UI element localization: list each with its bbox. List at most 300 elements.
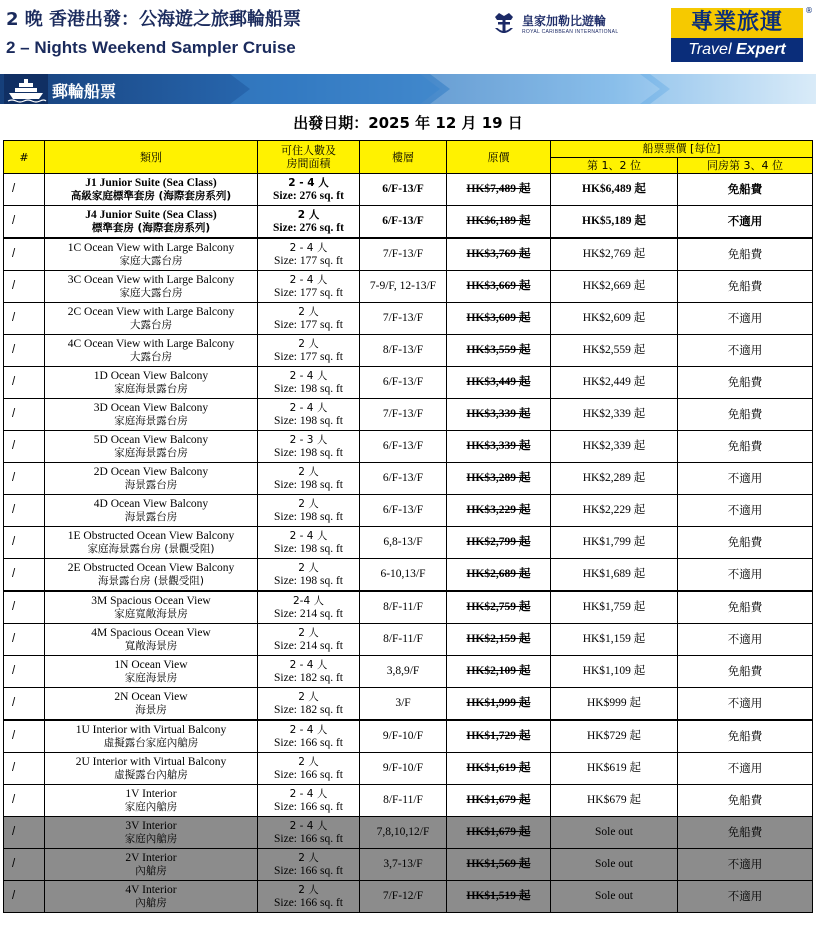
row-original-price: HK$3,289 起 [447, 463, 551, 495]
row-deck: 6/F-13/F [360, 495, 447, 527]
row-capacity [258, 271, 360, 303]
row-num: / [4, 559, 45, 592]
row-deck: 7/F-12/F [360, 881, 447, 913]
banner-label: 郵輪船票 [52, 82, 117, 101]
guest-count: 2 人 [298, 305, 319, 318]
row-deck: 8/F-11/F [360, 785, 447, 817]
cabin-size: Size: 198 sq. ft [274, 478, 343, 491]
row-category [45, 559, 258, 592]
cabin-name-cn: 寬敞海景房 [124, 639, 178, 652]
travel-expert-en-2: Expert [735, 41, 786, 58]
guest-count: 2 - 4 人 [289, 401, 328, 414]
guest-count: 2 人 [297, 208, 320, 221]
row-capacity [258, 849, 360, 881]
table-row [4, 624, 813, 656]
travel-expert-logo [671, 6, 813, 62]
row-original-price: HK$3,449 起 [447, 367, 551, 399]
travel-expert-en [671, 38, 803, 62]
cabin-name-cn: 家庭內艙房 [124, 832, 178, 845]
row-third-guest: 免船費 [678, 817, 813, 849]
cabin-name-cn: 家庭內艙房 [124, 800, 178, 813]
row-third-guest: 免船費 [678, 431, 813, 463]
page-title: 2 晚 香港出發：公海遊之旅郵輪船票 [6, 9, 302, 30]
cabin-size: Size: 182 sq. ft [274, 703, 343, 716]
cabin-name-en: J4 Junior Suite (Sea Class) [85, 208, 217, 221]
row-third-guest: 不適用 [678, 335, 813, 367]
row-category [45, 238, 258, 271]
cabin-name-cn: 標準套房 (海際套房系列) [91, 221, 211, 234]
cabin-name-en: 2N Ocean View [114, 690, 188, 703]
row-fare: HK$1,159 起 [551, 624, 678, 656]
row-original-price: HK$7,489 起 [447, 174, 551, 206]
table-row [4, 785, 813, 817]
cabin-name-en: 3C Ocean View with Large Balcony [67, 273, 235, 286]
royal-caribbean-name-en: ROYAL CARIBBEAN INTERNATIONAL [522, 29, 619, 35]
header-capacity [258, 141, 360, 174]
cabin-name-cn: 家庭海景房 [124, 671, 178, 684]
header-fare-12: 第 1、2 位 [551, 157, 678, 174]
row-original-price: HK$1,519 起 [447, 881, 551, 913]
row-deck: 8/F-11/F [360, 624, 447, 656]
cabin-name-cn: 家庭大露台房 [119, 286, 183, 299]
royal-caribbean-logo [490, 10, 640, 40]
row-third-guest: 免船費 [678, 399, 813, 431]
cabin-size: Size: 214 sq. ft [274, 607, 343, 620]
cabin-size: Size: 276 sq. ft [273, 189, 344, 202]
cabin-name-en: 2E Obstructed Ocean View Balcony [67, 561, 235, 574]
row-category [45, 785, 258, 817]
cabin-size: Size: 198 sq. ft [274, 382, 343, 395]
cabin-size: Size: 198 sq. ft [274, 542, 343, 555]
fare-table [3, 140, 813, 913]
row-capacity [258, 206, 360, 239]
row-deck: 3/F [360, 688, 447, 721]
row-category [45, 495, 258, 527]
row-num: / [4, 303, 45, 335]
row-third-guest: 免船費 [678, 527, 813, 559]
table-row [4, 881, 813, 913]
row-category [45, 527, 258, 559]
row-category [45, 881, 258, 913]
row-capacity [258, 174, 360, 206]
cabin-name-cn: 家庭海景露台房 [114, 446, 188, 459]
row-category [45, 271, 258, 303]
row-fare: Sole out [551, 817, 678, 849]
row-category [45, 849, 258, 881]
royal-caribbean-name: 皇家加勒比遊輪 [522, 14, 607, 28]
row-capacity [258, 431, 360, 463]
cabin-size: Size: 166 sq. ft [274, 800, 343, 813]
row-capacity [258, 559, 360, 592]
guest-count: 2 - 4 人 [289, 787, 328, 800]
row-category [45, 367, 258, 399]
cabin-size: Size: 198 sq. ft [274, 446, 343, 459]
table-row [4, 849, 813, 881]
header-capacity-line2: 房間面積 [286, 157, 331, 170]
row-fare: Sole out [551, 849, 678, 881]
cabin-size: Size: 198 sq. ft [274, 574, 343, 587]
row-num: / [4, 431, 45, 463]
row-capacity [258, 399, 360, 431]
row-third-guest: 免船費 [678, 785, 813, 817]
row-deck: 7/F-13/F [360, 303, 447, 335]
cabin-name-en: 2V Interior [125, 851, 177, 864]
cabin-name-cn: 家庭海景露台房 [114, 414, 188, 427]
row-deck: 6,8-13/F [360, 527, 447, 559]
row-fare: HK$619 起 [551, 753, 678, 785]
row-original-price: HK$6,189 起 [447, 206, 551, 239]
row-original-price: HK$2,159 起 [447, 624, 551, 656]
row-fare: HK$2,339 起 [551, 399, 678, 431]
cabin-name-en: 1U Interior with Virtual Balcony [75, 723, 227, 736]
table-row [4, 817, 813, 849]
row-fare: HK$2,669 起 [551, 271, 678, 303]
row-num: / [4, 881, 45, 913]
cabin-name-cn: 家庭海景露台房 (景觀受阻) [87, 542, 215, 555]
row-original-price: HK$2,759 起 [447, 591, 551, 624]
guest-count: 2 人 [298, 561, 319, 574]
guest-count: 2 - 4 人 [289, 273, 328, 286]
guest-count: 2-4 人 [293, 594, 324, 607]
row-num: / [4, 206, 45, 239]
guest-count: 2 - 3 人 [289, 433, 328, 446]
guest-count: 2 - 4 人 [289, 658, 328, 671]
row-fare: HK$679 起 [551, 785, 678, 817]
row-original-price: HK$3,229 起 [447, 495, 551, 527]
row-capacity [258, 785, 360, 817]
table-row [4, 399, 813, 431]
row-fare: HK$2,559 起 [551, 335, 678, 367]
row-third-guest: 免船費 [678, 271, 813, 303]
row-category [45, 303, 258, 335]
row-category [45, 624, 258, 656]
cabin-size: Size: 166 sq. ft [274, 864, 343, 877]
row-capacity [258, 303, 360, 335]
cabin-name-cn: 海景露台房 [124, 510, 178, 523]
header-fare-group: 船票票價 [每位] [551, 141, 813, 158]
table-row [4, 495, 813, 527]
row-deck: 6/F-13/F [360, 174, 447, 206]
banner-background [0, 72, 816, 106]
cabin-name-cn: 虛擬露台家庭內艙房 [103, 736, 199, 749]
row-fare: HK$1,799 起 [551, 527, 678, 559]
table-row [4, 238, 813, 271]
row-fare: HK$2,229 起 [551, 495, 678, 527]
row-category [45, 591, 258, 624]
guest-count: 2 人 [298, 851, 319, 864]
guest-count: 2 人 [298, 755, 319, 768]
table-row [4, 367, 813, 399]
row-num: / [4, 591, 45, 624]
table-row [4, 753, 813, 785]
row-deck: 9/F-10/F [360, 753, 447, 785]
row-fare: HK$1,689 起 [551, 559, 678, 592]
row-capacity [258, 817, 360, 849]
guest-count: 2 - 4 人 [289, 723, 328, 736]
row-num: / [4, 720, 45, 753]
row-third-guest: 免船費 [678, 720, 813, 753]
cabin-name-cn: 大露台房 [130, 318, 172, 331]
row-third-guest: 免船費 [678, 591, 813, 624]
table-row [4, 431, 813, 463]
row-original-price: HK$1,729 起 [447, 720, 551, 753]
table-row [4, 271, 813, 303]
row-deck: 8/F-11/F [360, 591, 447, 624]
row-third-guest: 不適用 [678, 688, 813, 721]
row-original-price: HK$1,999 起 [447, 688, 551, 721]
row-fare: HK$2,449 起 [551, 367, 678, 399]
row-original-price: HK$3,339 起 [447, 399, 551, 431]
departure-date: 出發日期：2025 年 12 月 19 日 [293, 114, 523, 132]
cabin-size: Size: 177 sq. ft [274, 350, 343, 363]
row-fare: Sole out [551, 881, 678, 913]
table-row [4, 335, 813, 367]
row-category [45, 720, 258, 753]
row-num: / [4, 335, 45, 367]
row-original-price: HK$2,109 起 [447, 656, 551, 688]
row-category [45, 335, 258, 367]
row-capacity [258, 463, 360, 495]
travel-expert-en-1: Travel [688, 41, 736, 58]
row-capacity [258, 753, 360, 785]
table-row [4, 206, 813, 239]
row-fare: HK$2,609 起 [551, 303, 678, 335]
row-deck: 9/F-10/F [360, 720, 447, 753]
row-num: / [4, 238, 45, 271]
row-third-guest: 不適用 [678, 303, 813, 335]
cabin-name-en: 1V Interior [125, 787, 177, 800]
row-category [45, 817, 258, 849]
row-deck: 7,8,10,12/F [360, 817, 447, 849]
row-third-guest: 不適用 [678, 463, 813, 495]
cabin-name-cn: 海景露台房 [124, 478, 178, 491]
row-original-price: HK$1,679 起 [447, 817, 551, 849]
row-third-guest: 免船費 [678, 367, 813, 399]
row-capacity [258, 335, 360, 367]
row-deck: 7/F-13/F [360, 238, 447, 271]
row-fare: HK$6,489 起 [551, 174, 678, 206]
row-num: / [4, 849, 45, 881]
cabin-name-cn: 虛擬露台內艙房 [114, 768, 188, 781]
row-original-price: HK$1,679 起 [447, 785, 551, 817]
row-capacity [258, 656, 360, 688]
guest-count: 2 人 [298, 337, 319, 350]
row-num: / [4, 527, 45, 559]
guest-count: 2 - 4 人 [289, 369, 328, 382]
cabin-name-cn: 高級家庭標準套房 (海際套房系列) [70, 189, 232, 202]
row-deck: 8/F-13/F [360, 335, 447, 367]
row-deck: 6/F-13/F [360, 367, 447, 399]
cabin-size: Size: 177 sq. ft [274, 286, 343, 299]
row-third-guest: 不適用 [678, 559, 813, 592]
row-third-guest: 免船費 [678, 656, 813, 688]
cabin-name-en: J1 Junior Suite (Sea Class) [85, 176, 217, 189]
cabin-name-en: 4D Ocean View Balcony [93, 497, 209, 510]
row-third-guest: 不適用 [678, 881, 813, 913]
row-category [45, 463, 258, 495]
cabin-name-en: 5D Ocean View Balcony [93, 433, 209, 446]
travel-expert-cn: 專業旅運 [671, 8, 803, 38]
row-category [45, 688, 258, 721]
row-fare: HK$729 起 [551, 720, 678, 753]
row-capacity [258, 367, 360, 399]
row-capacity [258, 720, 360, 753]
row-num: / [4, 463, 45, 495]
cabin-name-cn: 海景房 [135, 703, 167, 716]
table-row [4, 174, 813, 206]
table-row [4, 688, 813, 721]
cabin-size: Size: 166 sq. ft [274, 736, 343, 749]
row-deck: 6/F-13/F [360, 431, 447, 463]
table-row [4, 559, 813, 592]
cabin-name-en: 1C Ocean View with Large Balcony [67, 241, 235, 254]
row-fare: HK$2,339 起 [551, 431, 678, 463]
header-deck: 樓層 [360, 141, 447, 174]
row-fare: HK$2,769 起 [551, 238, 678, 271]
cabin-name-en: 3V Interior [125, 819, 177, 832]
anchor-crown-icon [490, 10, 518, 38]
guest-count: 2 - 4 人 [289, 241, 328, 254]
row-third-guest: 不適用 [678, 849, 813, 881]
row-deck: 6-10,13/F [360, 559, 447, 592]
cabin-name-en: 2C Ocean View with Large Balcony [67, 305, 235, 318]
row-capacity [258, 238, 360, 271]
cabin-size: Size: 198 sq. ft [274, 510, 343, 523]
cabin-name-cn: 內艙房 [135, 896, 167, 909]
table-row [4, 656, 813, 688]
guest-count: 2 人 [298, 626, 319, 639]
row-deck: 3,8,9/F [360, 656, 447, 688]
cabin-size: Size: 214 sq. ft [274, 639, 343, 652]
row-original-price: HK$2,799 起 [447, 527, 551, 559]
row-third-guest: 不適用 [678, 206, 813, 239]
row-category [45, 206, 258, 239]
row-third-guest: 免船費 [678, 174, 813, 206]
row-third-guest: 不適用 [678, 495, 813, 527]
row-num: / [4, 817, 45, 849]
table-row [4, 527, 813, 559]
row-num: / [4, 656, 45, 688]
cabin-name-en: 4M Spacious Ocean View [91, 626, 211, 639]
cabin-name-cn: 海景露台房 (景觀受阻) [97, 574, 205, 587]
header-category: 類別 [45, 141, 258, 174]
cabin-name-en: 3D Ocean View Balcony [93, 401, 209, 414]
row-original-price: HK$3,559 起 [447, 335, 551, 367]
section-banner [0, 72, 816, 106]
guest-count: 2 人 [298, 690, 319, 703]
row-fare: HK$5,189 起 [551, 206, 678, 239]
row-capacity [258, 591, 360, 624]
guest-count: 2 - 4 人 [289, 819, 328, 832]
row-original-price: HK$1,619 起 [447, 753, 551, 785]
row-original-price: HK$3,669 起 [447, 271, 551, 303]
header-capacity-line1: 可住人數及 [281, 144, 336, 157]
row-num: / [4, 399, 45, 431]
row-deck: 7/F-13/F [360, 399, 447, 431]
table-row [4, 303, 813, 335]
cabin-name-cn: 家庭大露台房 [119, 254, 183, 267]
row-num: / [4, 785, 45, 817]
row-fare: HK$1,759 起 [551, 591, 678, 624]
row-capacity [258, 527, 360, 559]
cabin-name-cn: 家庭海景露台房 [114, 382, 188, 395]
cabin-name-en: 4V Interior [125, 883, 177, 896]
table-row [4, 463, 813, 495]
row-category [45, 753, 258, 785]
row-fare: HK$999 起 [551, 688, 678, 721]
row-capacity [258, 624, 360, 656]
row-original-price: HK$3,339 起 [447, 431, 551, 463]
cabin-name-en: 1D Ocean View Balcony [93, 369, 209, 382]
cabin-name-en: 3M Spacious Ocean View [91, 594, 211, 607]
header-original-price: 原價 [447, 141, 551, 174]
cabin-name-cn: 內艙房 [135, 864, 167, 877]
page-header [0, 0, 816, 74]
row-original-price: HK$3,769 起 [447, 238, 551, 271]
cabin-name-en: 2U Interior with Virtual Balcony [75, 755, 227, 768]
guest-count: 2 人 [298, 497, 319, 510]
row-capacity [258, 881, 360, 913]
row-category [45, 174, 258, 206]
row-num: / [4, 174, 45, 206]
cabin-name-cn: 大露台房 [130, 350, 172, 363]
row-capacity [258, 495, 360, 527]
row-num: / [4, 495, 45, 527]
header-num: # [4, 141, 45, 174]
guest-count: 2 人 [298, 465, 319, 478]
row-third-guest: 免船費 [678, 238, 813, 271]
row-deck: 3,7-13/F [360, 849, 447, 881]
row-third-guest: 不適用 [678, 753, 813, 785]
registered-mark: ® [805, 6, 813, 15]
guest-count: 2 人 [298, 883, 319, 896]
row-capacity [258, 688, 360, 721]
page-subtitle: 2 – Nights Weekend Sampler Cruise [6, 38, 296, 57]
table-row [4, 591, 813, 624]
row-category [45, 431, 258, 463]
row-original-price: HK$2,689 起 [447, 559, 551, 592]
row-num: / [4, 753, 45, 785]
row-original-price: HK$3,609 起 [447, 303, 551, 335]
cabin-size: Size: 198 sq. ft [274, 414, 343, 427]
row-category [45, 399, 258, 431]
row-third-guest: 不適用 [678, 624, 813, 656]
cabin-size: Size: 276 sq. ft [273, 221, 344, 234]
row-deck: 6/F-13/F [360, 206, 447, 239]
cabin-size: Size: 182 sq. ft [274, 671, 343, 684]
cabin-name-en: 2D Ocean View Balcony [93, 465, 209, 478]
row-fare: HK$1,109 起 [551, 656, 678, 688]
cabin-name-en: 4C Ocean View with Large Balcony [67, 337, 235, 350]
cabin-name-cn: 家庭寬敞海景房 [114, 607, 188, 620]
header-fare-34: 同房第 3、4 位 [678, 157, 813, 174]
row-original-price: HK$1,569 起 [447, 849, 551, 881]
cabin-size: Size: 166 sq. ft [274, 768, 343, 781]
guest-count: 2 - 4 人 [289, 529, 328, 542]
cabin-name-en: 1E Obstructed Ocean View Balcony [67, 529, 235, 542]
row-deck: 6/F-13/F [360, 463, 447, 495]
cabin-size: Size: 166 sq. ft [274, 832, 343, 845]
row-num: / [4, 688, 45, 721]
table-row [4, 720, 813, 753]
row-fare: HK$2,289 起 [551, 463, 678, 495]
cabin-size: Size: 177 sq. ft [274, 318, 343, 331]
cabin-size: Size: 177 sq. ft [274, 254, 343, 267]
row-deck: 7-9/F, 12-13/F [360, 271, 447, 303]
row-category [45, 656, 258, 688]
row-num: / [4, 271, 45, 303]
cabin-size: Size: 166 sq. ft [274, 896, 343, 909]
